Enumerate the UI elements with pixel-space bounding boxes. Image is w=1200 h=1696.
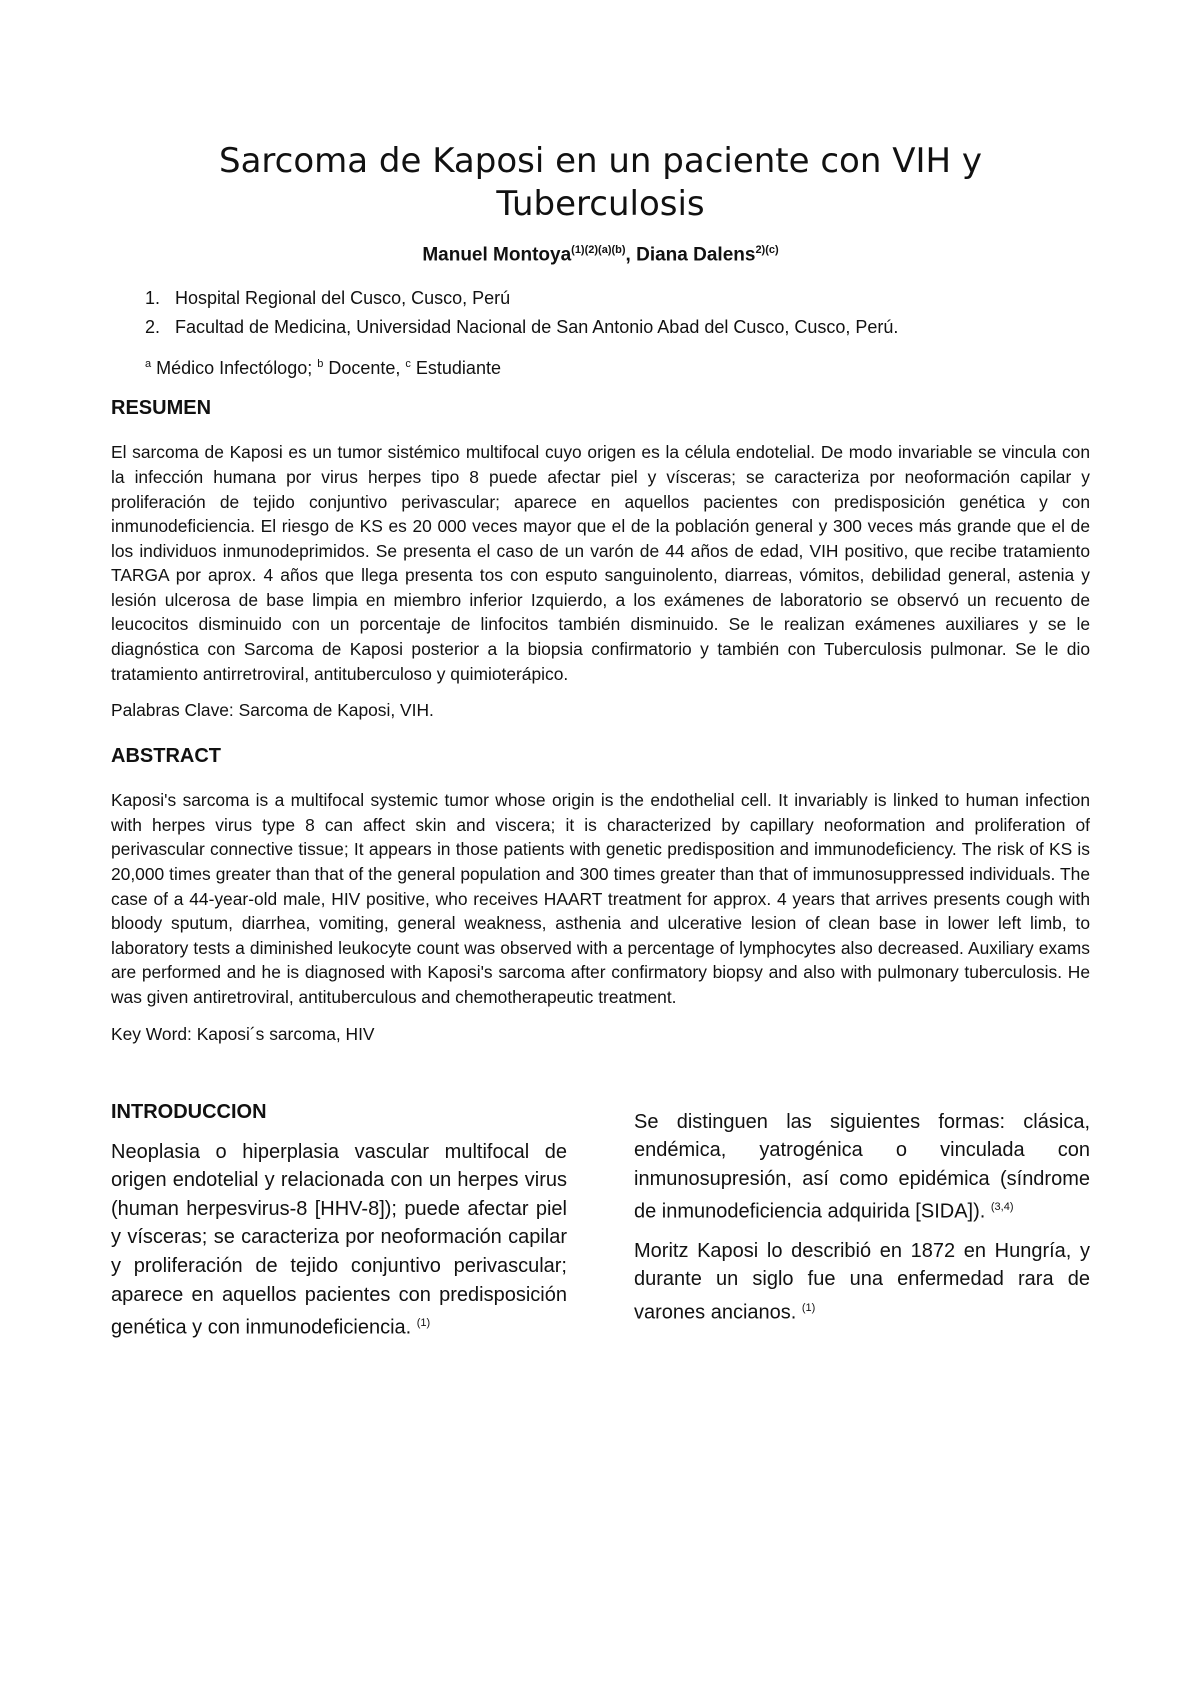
role-b-text: Docente, (323, 358, 406, 379)
author-2-affiliations: 2)(c) (755, 244, 779, 256)
author-roles (145, 358, 1090, 379)
citation-ref: (1) (416, 1317, 431, 1330)
role-c-marker: c (405, 358, 411, 371)
affiliation-text: Hospital Regional del Cusco, Cusco, Perú (175, 288, 511, 309)
right-column (634, 1101, 1090, 1353)
resumen-heading: RESUMEN (111, 397, 212, 420)
intro-paragraph-3-text: Moritz Kaposi lo describió en 1872 en Hungría, y durante un siglo fue una enfermedad rara de varones ancianos. (634, 1239, 1090, 1324)
author-1-name: Manuel Montoya (422, 244, 572, 266)
abstract-body: Kaposi's sarcoma is a multifocal systemic tumor whose origin is the endothelial cell. It invariably is linked to human infection with herpes virus type 8 can affect skin and viscera; it is characterized by capillary neoformation and proliferation of perivascular connective tissue; It appears in those patients with genetic predisposition and immunodeficiency. The risk of KS is 20,000 times greater than that of the general population and 300 times greater than that of immunosuppressed individuals. The case of a 44-year-old male, HIV positive, who receives HAART treatment for approx. 4 years that arrives presents cough with bloody sputum, diarrhea, vomiting, general weakness, asthenia and ulcerative lesion of clean base in lower left limb, to laboratory tests a diminished leukocyte count was observed with a percentage of lymphocytes also decreased. Auxiliary exams are performed and he is diagnosed with Kaposi's sarcoma after confirmatory biopsy and also with pulmonary tuberculosis. He was given antiretroviral, antituberculous and chemotherapeutic treatment. (111, 790, 1090, 1008)
affiliation-item (145, 284, 1090, 313)
author-2-name: Diana Dalens (636, 244, 756, 266)
citation-ref: (3,4) (990, 1201, 1014, 1214)
resumen-body: El sarcoma de Kaposi es un tumor sistémico multifocal cuyo origen es la célula endotelial. De modo invariable se vincula con la infección humana por virus herpes tipo 8 puede afectar piel y vísceras; se caracteriza por neoformación capilar y proliferación de tejido conjuntivo perivascular; aparece en aquellos pacientes con predisposición genética y con inmunodeficiencia. El riesgo de KS es 20 000 veces mayor que el de la población general y 300 veces más grande que el de los individuos inmunodeprimidos. Se presenta el caso de un varón de 44 años de edad, VIH positivo, que recibe tratamiento TARGA por aprox. 4 años que llega presenta tos con esputo sanguinolento, diarreas, vómitos, debilidad general, astenia y lesión ulcerosa de base limpia en miembro inferior Izquierdo, a los exámenes de laboratorio se observó un recuento de leucocitos disminuido con un porcentaje de linfocitos también disminuido. Se le realizan exámenes auxiliares y se le diagnóstica con Sarcoma de Kaposi posterior a la biopsia confirmatorio y también con Tuberculosis pulmonar. Se le dio tratamiento antirretroviral, antituberculoso y quimioterápico. (111, 442, 1090, 684)
affiliation-item (145, 313, 1090, 342)
paper-title: Sarcoma de Kaposi en un paciente con VIH y Tuberculosis (219, 141, 982, 224)
resumen-keywords: Palabras Clave: Sarcoma de Kaposi, VIH. (111, 700, 434, 721)
introduction-heading: INTRODUCCION (111, 1100, 267, 1123)
author-separator: , (625, 244, 637, 266)
left-column (111, 1101, 567, 1353)
intro-paragraph-3 (634, 1237, 1090, 1327)
abstract-heading: ABSTRACT (111, 745, 221, 768)
author-line (111, 244, 1090, 266)
intro-paragraph-2-text: Se distinguen las siguientes formas: clásica, endémica, yatrogénica o vinculada con inmunosupresión, así como epidémica (síndrome de inmunodeficiencia adquirida [SIDA]). (634, 1110, 1090, 1224)
two-column-body (111, 1101, 1090, 1353)
affiliation-list (111, 284, 1090, 342)
role-c-text: Estudiante (410, 358, 501, 379)
role-a-text: Médico Infectólogo; (151, 358, 318, 379)
intro-paragraph-1 (111, 1138, 567, 1343)
citation-ref: (1) (801, 1301, 816, 1314)
intro-paragraph-1-text: Neoplasia o hiperplasia vascular multifocal de origen endotelial y relacionada con un herpes virus (human herpesvirus-8 [HHV-8]); puede afectar piel y vísceras; se caracteriza por neoformación capilar y proliferación de tejido conjuntivo perivascular; aparece en aquellos pacientes con predisposición genética y con inmunodeficiencia. (111, 1140, 567, 1339)
role-b-marker: b (317, 358, 324, 371)
affiliation-text: Facultad de Medicina, Universidad Nacional de San Antonio Abad del Cusco, Cusco, Perú. (175, 317, 899, 338)
author-1-affiliations: (1)(2)(a)(b) (571, 244, 626, 256)
role-a-marker: a (145, 358, 152, 371)
abstract-keywords: Key Word: Kaposi´s sarcoma, HIV (111, 1023, 375, 1044)
intro-paragraph-2 (634, 1108, 1090, 1227)
affiliation-number: 2. (145, 317, 161, 338)
affiliation-number: 1. (145, 288, 161, 309)
